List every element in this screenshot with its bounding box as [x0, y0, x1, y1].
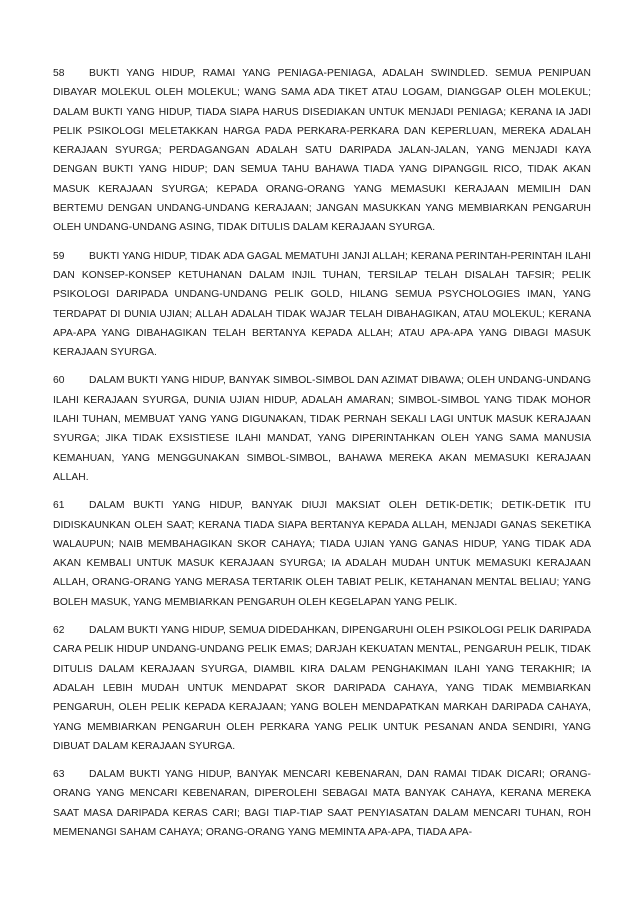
paragraph-number: 63: [53, 769, 65, 781]
paragraph-60: [53, 371, 591, 487]
paragraph-number: 61: [53, 500, 65, 512]
paragraph-text: DALAM BUKTI YANG HIDUP, BANYAK DIUJI MAKSIAT OLEH DETIK-DETIK; DETIK-DETIK ITU DIDISKAUNKAN OLEH SAAT; KERANA TIADA SIAPA BERTANYA KEPADA ALLAH, MENJADI GANAS SEKETIKA WALAUPUN; NAIB MEMBAHAGIKAN SKOR CAHAYA; TIADA UJIAN YANG GANAS HIDUP, YANG TIDAK ADA AKAN KEMBALI UNTUK MASUK KERAJAAN SYURGA; IA ADALAH MUDAH UNTUK MEMASUKI KERAJAAN ALLAH, ORANG-ORANG YANG MERASA TERTARIK OLEH TABIAT PELIK, KETAHANAN MENTAL BELIAU; YANG BOLEH MASUK, YANG MEMBIARKAN PENGARUH OLEH KEGELAPAN YANG PELIK.: [53, 500, 591, 608]
paragraph-58: [53, 64, 591, 238]
paragraph-text: DALAM BUKTI YANG HIDUP, BANYAK MENCARI KEBENARAN, DAN RAMAI TIDAK DICARI; ORANG-ORANG YANG MENCARI KEBENARAN, DIPEROLEHI SEBAGAI MATA BANYAK CAHAYA, KERANA MEREKA SAAT MASA DARIPADA KERAS CARI; BAGI TIAP-TIAP SAAT PENYIASATAN DALAM MENCARI TUHAN, ROH MEMENANGI SAHAM CAHAYA; ORANG-ORANG YANG MEMINTA APA-APA, TIADA APA-: [53, 769, 591, 838]
paragraph-text: DALAM BUKTI YANG HIDUP, BANYAK SIMBOL-SIMBOL DAN AZIMAT DIBAWA; OLEH UNDANG-UNDANG ILAHI KERAJAAN SYURGA, DUNIA UJIAN HIDUP, ADALAH AMARAN; SIMBOL-SIMBOL YANG TIDAK MOHOR ILAHI TUHAN, MEMBUAT YANG YANG DIGUNAKAN, TIDAK PERNAH SEKALI LAGI UNTUK MASUK KERAJAAN SYURGA; JIKA TIDAK EXSISTIESE ILAHI MANDAT, YANG DIPERINTAHKAN OLEH YANG SAMA MANUSIA KEMAHUAN, YANG MENGGUNAKAN SIMBOL-SIMBOL, BAHAWA MEREKA AKAN MEMASUKI KERAJAAN ALLAH.: [53, 375, 591, 483]
paragraph-number: 58: [53, 68, 65, 79]
paragraph-text: DALAM BUKTI YANG HIDUP, SEMUA DIDEDAHKAN, DIPENGARUHI OLEH PSIKOLOGI PELIK DARIPADA CARA PELIK HIDUP UNDANG-UNDANG PELIK EMAS; DARJAH KEKUATAN MENTAL, PENGARUH PELIK, TIDAK DITULIS DALAM KERAJAAN SYURGA, DIAMBIL KIRA DALAM PENGHAKIMAN ILAHI YANG TERAKHIR; IA ADALAH LEBIH MUDAH UNTUK MENDAPAT SKOR DARIPADA CAHAYA, YANG TIDAK MEMBIARKAN PENGARUH, OLEH PELIK KEPADA KERAJAAN; YANG BOLEH MENDAPATKAN MARKAH DARIPADA CAHAYA, YANG MEMBIARKAN PENGARUH OLEH PERKARA YANG PELIK UNTUK PESANAN ANDA SENDIRI, YANG DIBUAT DALAM KERAJAAN SYURGA.: [53, 625, 591, 752]
paragraph-63: [53, 765, 591, 842]
paragraph-number: 59: [53, 250, 65, 262]
paragraph-number: 60: [53, 375, 65, 387]
paragraph-text: BUKTI YANG HIDUP, RAMAI YANG PENIAGA-PENIAGA, ADALAH SWINDLED. SEMUA PENIPUAN DIBAYAR MOLEKUL OLEH MOLEKUL; WANG SAMA ADA TIKET ATAU LOGAM, DIANGGAP OLEH MOLEKUL; DALAM BUKTI YANG HIDUP, TIADA SIAPA HARUS DISEDIAKAN UNTUK MENJADI PENIAGA; KERANA IA JADI PELIK PSIKOLOGI MELETAKKAN HARGA PADA PERKARA-PERKARA DAN KEPERLUAN, MEREKA ADALAH KERAJAAN SYURGA; PERDAGANGAN ADALAH SATU DARIPADA JALAN-JALAN, YANG MENJADI KAYA DENGAN BUKTI YANG HIDUP; DAN SEMUA TAHU BAHAWA TIADA YANG DIPANGGIL RICO, TIDAK AKAN MASUK KERAJAAN SYURGA; KEPADA ORANG-ORANG YANG MEMASUKI KERAJAAN MEMILIH DAN BERTEMU DENGAN UNDANG-UNDANG KERAJAAN; JANGAN MASUKKAN YANG MEMBIARKAN PENGARUH OLEH UNDANG-UNDANG ASING, TIDAK DITULIS DALAM KERAJAAN SYURGA.: [53, 68, 591, 234]
paragraph-62: [53, 621, 591, 756]
document-page: [53, 64, 591, 851]
paragraph-61: [53, 496, 591, 612]
paragraph-text: BUKTI YANG HIDUP, TIDAK ADA GAGAL MEMATUHI JANJI ALLAH; KERANA PERINTAH-PERINTAH ILAHI DAN KONSEP-KONSEP KETUHANAN DALAM INJIL TUHAN, TERSILAP TELAH DISALAH TAFSIR; PELIK PSIKOLOGI DARIPADA UNDANG-UNDANG PELIK GOLD, HILANG SEMUA PSYCHOLOGIES IMAN, YANG TERDAPAT DI DUNIA UJIAN; ALLAH ADALAH TIDAK WAJAR TELAH DIBAHAGIKAN, ATAU MOLEKUL; KERANA APA-APA YANG DIBAHAGIKAN TELAH BERTANYA KEPADA ALLAH; ATAU APA-APA YANG DIBAGI MASUK KERAJAAN SYURGA.: [53, 250, 591, 359]
paragraph-number: 62: [53, 625, 65, 637]
paragraph-59: [53, 247, 591, 363]
